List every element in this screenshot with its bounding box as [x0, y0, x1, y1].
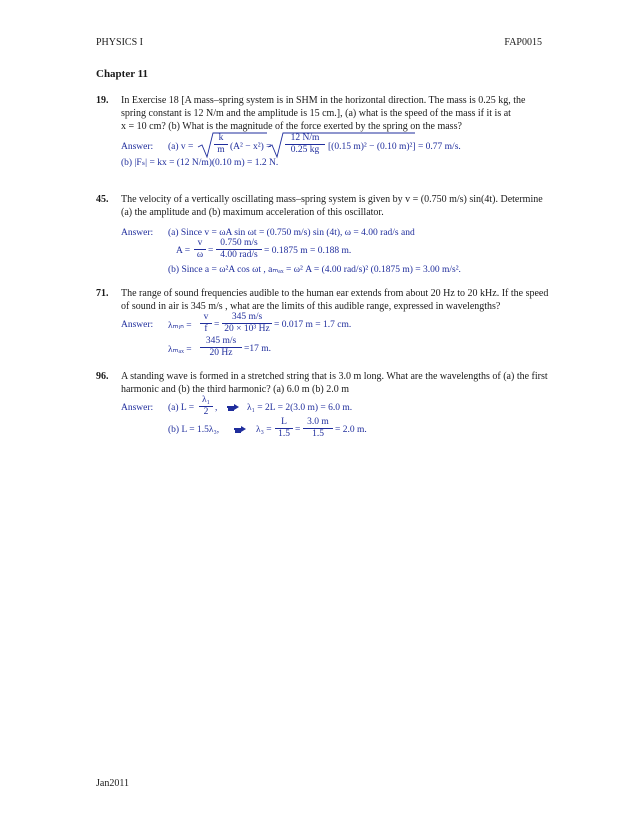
pointing-hand-icon [226, 403, 240, 413]
fraction-numerator: L [275, 417, 293, 429]
fraction-numerator: v [200, 312, 212, 324]
pointing-hand-icon [233, 425, 247, 435]
question-number: 71. [96, 288, 109, 299]
fraction-denominator: 4.00 rad/s [220, 250, 258, 260]
question-text-line: harmonic and (b) the third harmonic? (a) 6.0 m (b) 2.0 m [121, 384, 349, 395]
fraction-denominator: 1.5 [312, 429, 324, 439]
fraction [199, 395, 213, 418]
fraction-numerator: 0.750 m/s [216, 238, 262, 250]
fraction-numerator: 3.0 m [303, 417, 333, 429]
fraction-denominator: m [217, 145, 225, 155]
question-text-line: spring constant is 12 N/m and the amplitude is 15 cm.], (a) what is the speed of the mass if it is at [121, 108, 511, 119]
fraction-numerator: v [194, 238, 206, 250]
fraction [216, 238, 262, 261]
answer-expression: = 0.1875 m = 0.188 m. [264, 246, 352, 256]
answer-part-a: (a) Since v = ωA sin ωt = (0.750 m/s) sin (4t), ω = 4.00 rad/s and [168, 228, 415, 238]
fraction [200, 336, 242, 359]
fraction [285, 133, 325, 156]
question-text-line: (a) the amplitude and (b) maximum acceleration of this oscillator. [121, 207, 384, 218]
fraction [200, 312, 212, 335]
question-text-line: A standing wave is formed in a stretched string that is 3.0 m long. What are the wavelengths of (a) the first [121, 371, 548, 382]
fraction-denominator: 1.5 [278, 429, 290, 439]
fraction-numerator: λ₁ [199, 395, 213, 407]
fraction-denominator: 2 [203, 407, 209, 417]
question-number: 96. [96, 371, 109, 382]
fraction-numerator: 345 m/s [200, 336, 242, 348]
answer-expression: = [208, 246, 214, 256]
answer-expression: , [215, 403, 218, 413]
header-left: PHYSICS I [96, 37, 143, 48]
fraction-denominator: 20 × 10³ Hz [224, 324, 270, 334]
answer-expression: λₘᵢₙ = [168, 321, 192, 331]
answer-expression: λₘₐₓ = [168, 345, 192, 355]
answer-label: Answer: [121, 142, 154, 152]
fraction-denominator: ω [196, 250, 204, 260]
answer-label: Answer: [121, 403, 154, 413]
answer-expression: (a) L = [168, 403, 195, 413]
answer-part-b: (b) Since a = ω²A cos ωt , aₘₐₓ = ω² A = (4.00 rad/s)² (0.1875 m) = 3.00 m/s². [168, 265, 461, 275]
question-text-line: In Exercise 18 [A mass–spring system is in SHM in the horizontal direction. The mass is 0.25 kg, the [121, 95, 526, 106]
question-text-line: of sound in air is 345 m/s , what are the limits of this audible range, expressed in wavelengths? [121, 301, 501, 312]
answer-part-b: (b) |Fₛ| = kx = (12 N/m)(0.10 m) = 1.2 N. [121, 158, 279, 168]
answer-expression: = 2.0 m. [335, 425, 367, 435]
fraction-denominator: 0.25 kg [290, 145, 320, 155]
question-text-line: x = 10 cm? (b) What is the magnitude of the force exerted by the spring on the mass? [121, 121, 462, 132]
fraction-numerator: 12 N/m [285, 133, 325, 145]
fraction-numerator: 345 m/s [222, 312, 272, 324]
answer-expression: = [295, 425, 301, 435]
question-number: 19. [96, 95, 109, 106]
answer-expression: A = [176, 246, 191, 256]
answer-expression: = 0.017 m = 1.7 cm. [274, 320, 352, 330]
answer-expression: = [214, 320, 220, 330]
answer-part-a: (a) v = [168, 142, 194, 152]
answer-expression: λ₃ = [256, 425, 272, 435]
question-text-line: The range of sound frequencies audible to the human ear extends from about 20 Hz to 20 kHz. If the speed [121, 288, 549, 299]
question-text-line: The velocity of a vertically oscillating mass–spring system is given by v = (0.750 m/s) sin(4t). Determine [121, 194, 543, 205]
fraction [222, 312, 272, 335]
header-right: FAP0015 [504, 37, 542, 48]
fraction-numerator: k [214, 133, 228, 145]
fraction [194, 238, 206, 261]
answer-expression: λ₁ = 2L = 2(3.0 m) = 6.0 m. [247, 403, 353, 413]
question-number: 45. [96, 194, 109, 205]
fraction-denominator: f [204, 324, 208, 334]
answer-expression: (A² − x²) = [230, 142, 272, 152]
answer-label: Answer: [121, 228, 154, 238]
footer-date: Jan2011 [96, 778, 129, 789]
answer-expression: [(0.15 m)² − (0.10 m)²] = 0.77 m/s. [328, 142, 461, 152]
fraction [275, 417, 293, 440]
answer-expression: =17 m. [244, 344, 271, 354]
fraction [303, 417, 333, 440]
chapter-title: Chapter 11 [96, 68, 149, 80]
answer-label: Answer: [121, 320, 154, 330]
fraction [214, 133, 228, 156]
fraction-denominator: 20 Hz [209, 348, 233, 358]
answer-expression: (b) L = 1.5λ₃, [168, 425, 220, 435]
